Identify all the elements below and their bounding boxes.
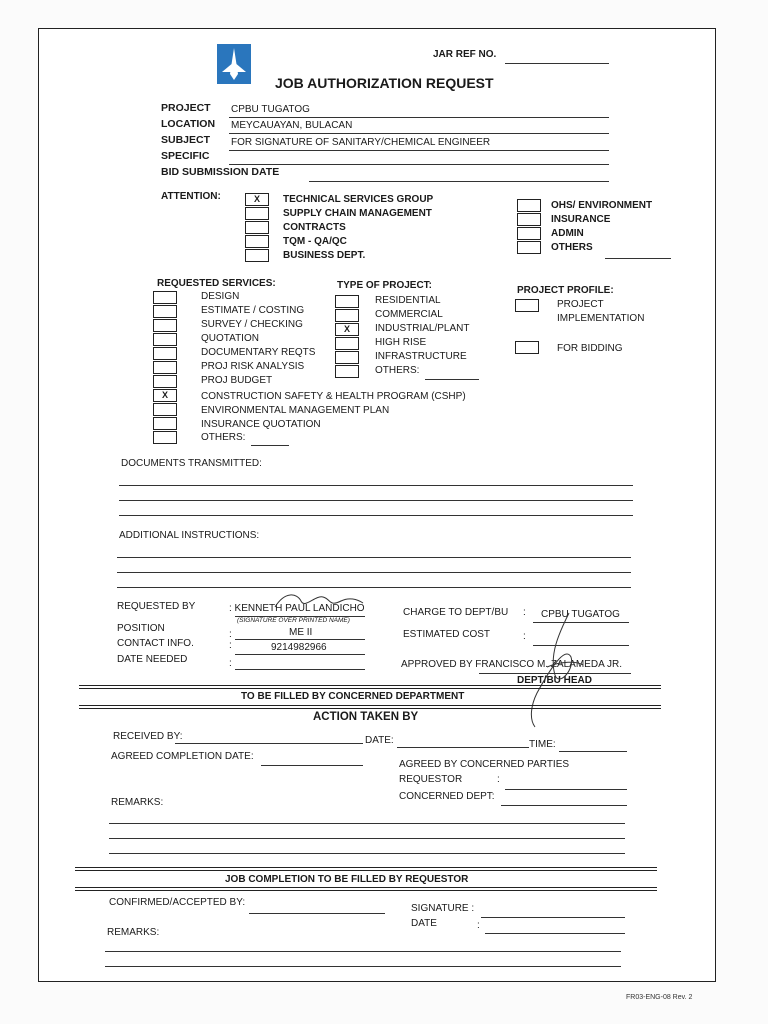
action-divider-bottom <box>79 705 661 709</box>
project-label: PROJECT <box>161 102 211 114</box>
page-title: JOB AUTHORIZATION REQUEST <box>275 75 494 91</box>
attention-checkbox-insurance[interactable] <box>517 213 541 226</box>
position-label: POSITION <box>117 623 165 634</box>
received-by-line <box>175 743 363 744</box>
project-type-item: INFRASTRUCTURE <box>375 351 467 362</box>
documents-label: DOCUMENTS TRANSMITTED: <box>121 458 262 469</box>
project-type-item: RESIDENTIAL <box>375 295 441 306</box>
service-item: ENVIRONMENTAL MANAGEMENT PLAN <box>201 405 390 416</box>
location-value: MEYCAUAYAN, BULACAN <box>231 120 353 131</box>
service-item: DESIGN <box>201 291 240 302</box>
jar-ref-label: JAR REF NO. <box>433 49 497 60</box>
services-others-line <box>251 445 289 446</box>
concerned-dept-line <box>501 805 627 806</box>
project-type-checkbox[interactable] <box>335 295 359 308</box>
job-authorization-form <box>38 28 716 982</box>
action-banner: TO BE FILLED BY CONCERNED DEPARTMENT <box>241 691 465 702</box>
action-time-line <box>559 751 627 752</box>
subject-value: FOR SIGNATURE OF SANITARY/CHEMICAL ENGINEER <box>231 137 491 148</box>
attention-item: ADMIN <box>551 228 584 239</box>
attention-item: TECHNICAL SERVICES GROUP <box>283 194 434 205</box>
completion-banner: JOB COMPLETION TO BE FILLED BY REQUESTOR <box>225 874 469 885</box>
jar-ref-line <box>505 63 609 64</box>
project-type-item: INDUSTRIAL/PLANT <box>375 323 470 334</box>
action-remarks-line <box>109 823 625 824</box>
completion-signature-line <box>481 917 625 918</box>
specific-label: SPECIFIC <box>161 150 210 162</box>
project-type-item: HIGH RISE <box>375 337 427 348</box>
service-checkbox[interactable] <box>153 333 177 346</box>
requestor-line <box>505 789 627 790</box>
subject-line <box>229 150 609 151</box>
date-needed-label: DATE NEEDED <box>117 654 188 665</box>
attention-item: BUSINESS DEPT. <box>283 250 366 261</box>
service-item: PROJ BUDGET <box>201 375 273 386</box>
confirmed-by-line <box>249 913 385 914</box>
approver-signature-icon <box>519 609 589 733</box>
attention-checkbox-contracts[interactable] <box>245 221 269 234</box>
attention-checkbox-tsg[interactable]: X <box>245 193 269 206</box>
requested-by-label: REQUESTED BY <box>117 601 196 612</box>
bid-date-label: BID SUBMISSION DATE <box>161 166 280 178</box>
service-checkbox-cshp[interactable]: X <box>153 389 177 402</box>
position-line <box>235 639 365 640</box>
action-title: ACTION TAKEN BY <box>313 711 419 723</box>
confirmed-by-label: CONFIRMED/ACCEPTED BY: <box>109 897 246 908</box>
service-item: QUOTATION <box>201 333 259 344</box>
service-item: PROJ RISK ANALYSIS <box>201 361 305 372</box>
attention-item: SUPPLY CHAIN MANAGEMENT <box>283 208 432 219</box>
action-remarks-line <box>109 853 625 854</box>
action-divider-top <box>79 685 661 689</box>
attention-item: TQM - QA/QC <box>283 236 347 247</box>
project-line <box>229 117 609 118</box>
action-remarks-label: REMARKS: <box>111 797 164 808</box>
profile-label: PROJECT PROFILE: <box>517 285 614 296</box>
attention-checkbox-business[interactable] <box>245 249 269 262</box>
instructions-label: ADDITIONAL INSTRUCTIONS: <box>119 530 260 541</box>
project-type-checkbox[interactable] <box>335 351 359 364</box>
project-type-checkbox[interactable] <box>335 365 359 378</box>
attention-checkbox-ohs[interactable] <box>517 199 541 212</box>
completion-date-line <box>485 933 625 934</box>
services-label: REQUESTED SERVICES: <box>157 278 276 289</box>
location-label: LOCATION <box>161 118 216 130</box>
documents-line <box>119 485 633 486</box>
project-type-item: COMMERCIAL <box>375 309 443 320</box>
attention-item: OTHERS <box>551 242 593 253</box>
instructions-line <box>117 572 631 573</box>
attention-checkbox-admin[interactable] <box>517 227 541 240</box>
project-value: CPBU TUGATOG <box>231 104 310 115</box>
attention-item: OHS/ ENVIRONMENT <box>551 200 653 211</box>
completion-remarks-line <box>105 966 621 967</box>
project-type-checkbox[interactable] <box>335 337 359 350</box>
profile-item: PROJECT <box>557 299 604 310</box>
agreed-date-line <box>261 765 363 766</box>
attention-checkbox-scm[interactable] <box>245 207 269 220</box>
service-item: INSURANCE QUOTATION <box>201 419 321 430</box>
documents-line <box>119 515 633 516</box>
attention-checkbox-others[interactable] <box>517 241 541 254</box>
service-item: DOCUMENTARY REQTS <box>201 347 316 358</box>
completion-divider-bottom <box>75 887 657 891</box>
profile-checkbox-bidding[interactable] <box>515 341 539 354</box>
attention-checkbox-tqm[interactable] <box>245 235 269 248</box>
company-logo-icon <box>217 44 251 84</box>
location-line <box>229 133 609 134</box>
dept-head-label: DEPT/BU HEAD <box>517 675 593 686</box>
service-item: OTHERS: <box>201 432 246 443</box>
position-colon: : <box>229 629 232 640</box>
instructions-line <box>117 557 631 558</box>
completion-date-label: DATE <box>411 918 437 929</box>
contact-line <box>235 654 365 655</box>
action-date-line <box>397 747 529 748</box>
attention-item: CONTRACTS <box>283 222 346 233</box>
profile-checkbox-implementation[interactable] <box>515 299 539 312</box>
completion-divider-top <box>75 867 657 871</box>
signature-note: (SIGNATURE OVER PRINTED NAME) <box>237 617 350 624</box>
service-checkbox[interactable] <box>153 347 177 360</box>
approved-by-label: APPROVED BY FRANCISCO M. ZALAMEDA JR. <box>401 659 622 670</box>
attention-item: INSURANCE <box>551 214 611 225</box>
date-needed-colon: : <box>229 658 232 669</box>
contact-label: CONTACT INFO. <box>117 638 194 649</box>
contact-colon: : <box>229 640 232 651</box>
cost-label: ESTIMATED COST <box>403 629 491 640</box>
requestor-signature-icon <box>271 589 367 613</box>
agreed-date-label: AGREED COMPLETION DATE: <box>111 751 254 762</box>
documents-line <box>119 500 633 501</box>
date-needed-line <box>235 669 365 670</box>
action-remarks-line <box>109 838 625 839</box>
contact-value: 9214982966 <box>271 642 327 653</box>
service-checkbox[interactable] <box>153 431 177 444</box>
service-checkbox[interactable] <box>153 417 177 430</box>
project-type-checkbox[interactable] <box>335 309 359 322</box>
service-item: SURVEY / CHECKING <box>201 319 303 330</box>
bid-date-line <box>309 181 609 182</box>
service-item: ESTIMATE / COSTING <box>201 305 305 316</box>
action-date-label: DATE: <box>365 735 394 746</box>
attention-label: ATTENTION: <box>161 191 221 202</box>
service-checkbox[interactable] <box>153 361 177 374</box>
requested-by-value: : KENNETH PAUL LANDICHO <box>229 603 365 614</box>
charge-label: CHARGE TO DEPT/BU <box>403 607 509 618</box>
cost-colon: : <box>523 631 526 642</box>
service-checkbox[interactable] <box>153 291 177 304</box>
instructions-line <box>117 587 631 588</box>
agreed-parties-label: AGREED BY CONCERNED PARTIES <box>399 759 570 770</box>
completion-remarks-label: REMARKS: <box>107 927 160 938</box>
completion-date-colon: : <box>477 920 480 931</box>
service-checkbox[interactable] <box>153 375 177 388</box>
requestor-label: REQUESTOR <box>399 774 463 785</box>
service-checkbox[interactable] <box>153 305 177 318</box>
position-value: ME II <box>289 627 313 638</box>
project-type-label: TYPE OF PROJECT: <box>337 280 433 291</box>
form-code: FR03-ENG-08 Rev. 2 <box>626 994 693 1001</box>
subject-label: SUBJECT <box>161 134 211 146</box>
requestor-colon: : <box>497 774 500 785</box>
charge-value: CPBU TUGATOG <box>541 609 620 620</box>
specific-line <box>229 164 609 165</box>
concerned-dept-label: CONCERNED DEPT: <box>399 791 495 802</box>
service-checkbox[interactable] <box>153 403 177 416</box>
profile-item: IMPLEMENTATION <box>557 313 645 324</box>
project-type-others-line <box>425 379 479 380</box>
completion-remarks-line <box>105 951 621 952</box>
action-time-label: TIME: <box>529 739 556 750</box>
charge-colon: : <box>523 607 526 618</box>
completion-signature-label: SIGNATURE : <box>411 903 475 914</box>
service-item: CONSTRUCTION SAFETY & HEALTH PROGRAM (CSHP) <box>201 391 466 402</box>
attention-others-line <box>605 258 671 259</box>
service-checkbox[interactable] <box>153 319 177 332</box>
project-type-item: OTHERS: <box>375 365 420 376</box>
profile-item: FOR BIDDING <box>557 343 623 354</box>
received-by-label: RECEIVED BY: <box>113 731 183 742</box>
project-type-checkbox-industrial[interactable]: X <box>335 323 359 336</box>
